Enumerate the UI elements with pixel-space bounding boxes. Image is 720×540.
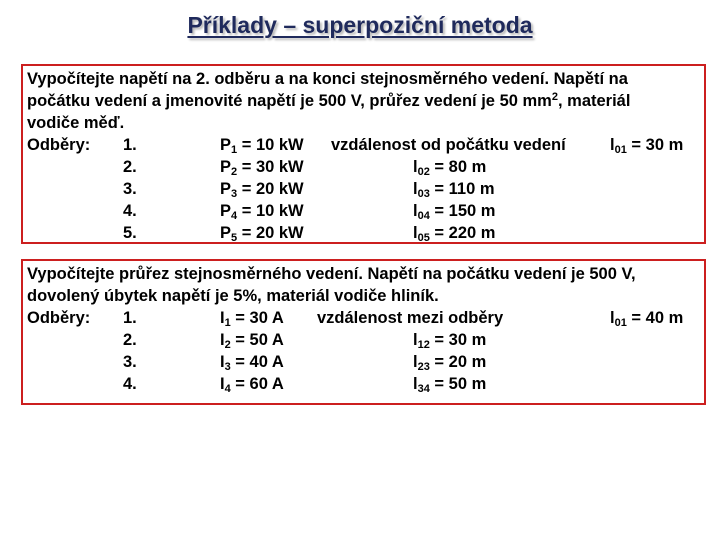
distance-value: $l_{01} = 40$ m — [610, 309, 684, 329]
distance-value: $l_{05} = 220$ m — [413, 224, 496, 244]
task-1-line-3: vodiče měď. — [27, 114, 125, 132]
row-number: 3. — [123, 180, 137, 198]
power-value: $P_1 = 10$ kW — [220, 136, 304, 156]
distance-value: $l_{02} = 80$ m — [413, 158, 487, 178]
task-1-box — [21, 64, 706, 244]
task-2-box — [21, 259, 706, 405]
distance-header: vzdálenost mezi odběry — [317, 309, 504, 327]
task-1-row — [27, 178, 703, 200]
task-1-row — [27, 156, 703, 178]
current-value: $I_1 = 30$ A — [220, 309, 284, 329]
distance-value: $l_{12} = 30$ m — [413, 331, 487, 351]
task-1-line-1: Vypočítejte napětí na 2. odběru a na konci stejnosměrného vedení. Napětí na — [27, 70, 628, 88]
task-2-line-1: Vypočítejte průřez stejnosměrného vedení. Napětí na počátku vedení je 500 V, — [27, 265, 636, 283]
power-value: $P_5 = 20$ kW — [220, 224, 304, 244]
row-number: 4. — [123, 202, 137, 220]
task-1-row — [27, 134, 703, 156]
consumers-label: Odběry: — [27, 136, 91, 154]
row-number: 2. — [123, 331, 137, 349]
power-value: $P_4 = 10$ kW — [220, 202, 304, 222]
superscript: 2 — [551, 91, 558, 103]
row-number: 3. — [123, 353, 137, 371]
task-2-row — [27, 351, 703, 373]
distance-value: $l_{34} = 50$ m — [413, 375, 487, 395]
row-number: 2. — [123, 158, 137, 176]
distance-value: $l_{04} = 150$ m — [413, 202, 496, 222]
consumers-label: Odběry: — [27, 309, 91, 327]
power-value: $P_2 = 30$ kW — [220, 158, 304, 178]
task-1-row — [27, 200, 703, 222]
distance-value: $l_{23} = 20$ m — [413, 353, 487, 373]
current-value: $I_2 = 50$ A — [220, 331, 284, 351]
task-1-line-2-text: počátku vedení a jmenovité napětí je 500 V, průřez vedení je 50 mm — [27, 92, 552, 110]
task-2-row — [27, 329, 703, 351]
task-1-line-2-end: , materiál — [557, 92, 631, 110]
task-2-line-2: dovolený úbytek napětí je 5%, materiál vodiče hliník. — [27, 287, 439, 305]
page-title: Příklady – superpoziční metoda — [187, 12, 533, 38]
row-number: 1. — [123, 309, 137, 327]
row-number: 4. — [123, 375, 137, 393]
task-2-row — [27, 307, 703, 329]
distance-header: vzdálenost od počátku vedení — [331, 136, 566, 154]
row-number: 5. — [123, 224, 137, 242]
distance-value: $l_{03} = 110$ m — [413, 180, 495, 200]
distance-value: $l_{01} = 30$ m — [610, 136, 684, 156]
task-1-row — [27, 222, 703, 244]
row-number: 1. — [123, 136, 137, 154]
task-1-line-2 — [27, 90, 630, 112]
power-value: $P_3 = 20$ kW — [220, 180, 304, 200]
current-value: $I_3 = 40$ A — [220, 353, 284, 373]
task-2-row — [27, 373, 703, 395]
current-value: $I_4 = 60$ A — [220, 375, 284, 395]
